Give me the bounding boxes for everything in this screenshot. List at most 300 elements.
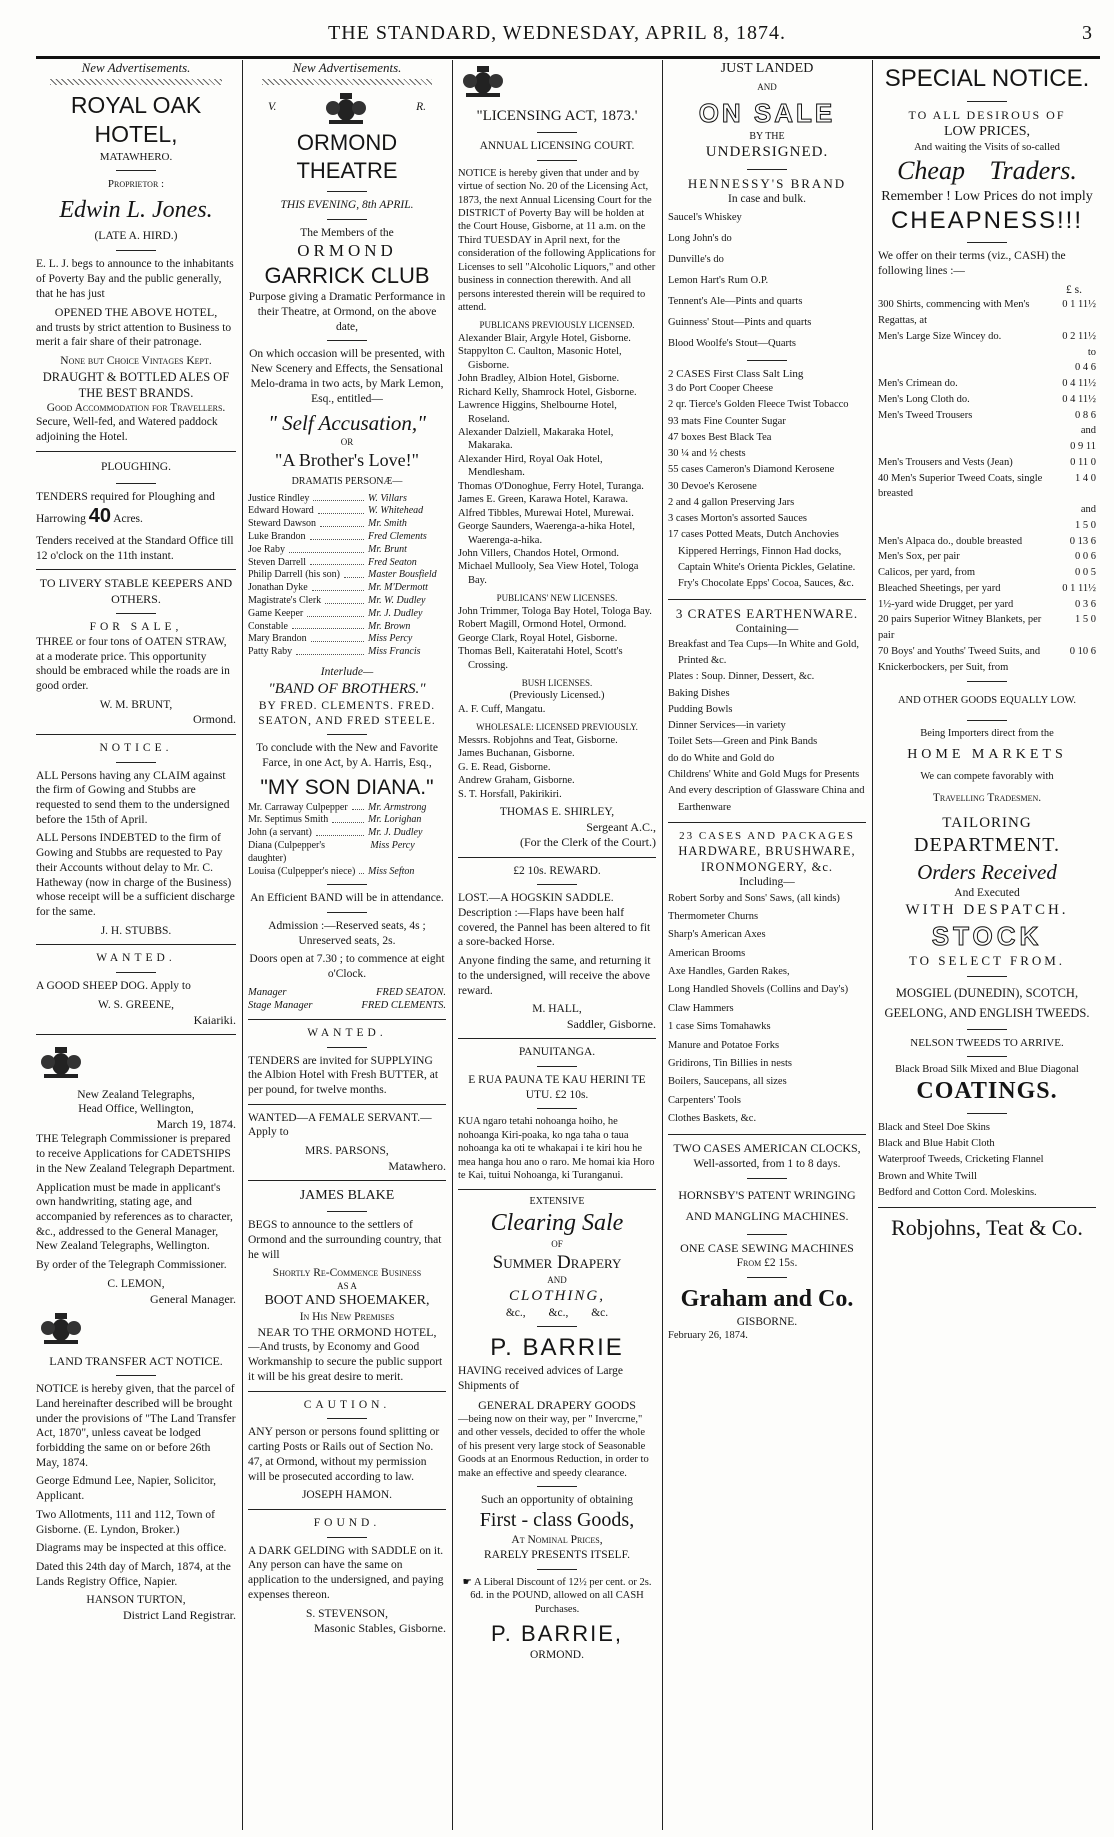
price-item bbox=[878, 423, 1044, 439]
signature-title: District Land Registrar. bbox=[123, 1608, 236, 1623]
select-line: TO SELECT FROM. bbox=[908, 952, 1066, 968]
to-all-line: TO ALL DESIROUS OF bbox=[908, 107, 1066, 122]
publican-entry: Alfred Tibbles, Murewai Hotel, Murewai. bbox=[458, 507, 634, 519]
signature: MRS. PARSONS, bbox=[305, 1145, 389, 1158]
column-3 bbox=[458, 60, 656, 1830]
short-rule bbox=[967, 1113, 1007, 1114]
goods-list bbox=[668, 381, 866, 592]
dot-leader bbox=[311, 633, 364, 642]
currency-header: £ s. bbox=[1066, 283, 1082, 296]
clearing-sale-title: Clearing Sale bbox=[490, 1210, 624, 1237]
price-value: and bbox=[1080, 504, 1096, 516]
found-heading: FOUND. bbox=[313, 1516, 381, 1529]
cast-list bbox=[248, 493, 446, 659]
hardware-item: American Brooms bbox=[668, 947, 746, 959]
stock-heading: STOCK bbox=[931, 920, 1043, 951]
section-heading: New Advertisements. bbox=[292, 60, 402, 75]
ploughing-text: Tenders received at the Standard Office till 12 o'clock on the 11th instant. bbox=[36, 534, 234, 562]
goods-item: 93 mats Fine Counter Sugar bbox=[668, 415, 786, 427]
cast-role: Philip Darrell (his son) bbox=[248, 569, 340, 581]
salt-ling-line: 2 CASES First Class Salt Ling bbox=[668, 368, 804, 381]
short-rule bbox=[116, 250, 156, 251]
liquor-item: Blood Woolfe's Stout—Quarts bbox=[668, 338, 797, 350]
hotel-place: MATAWHERO. bbox=[99, 150, 173, 163]
short-rule bbox=[967, 720, 1007, 721]
wanted-text: TENDERS are invited for SUPPLYING the Albion Hotel with Fresh BUTTER, at per pound, for twelve months. bbox=[248, 1054, 439, 1096]
hardware-item: Long Handled Shovels (Collins and Day's) bbox=[668, 984, 849, 996]
cast-row bbox=[248, 493, 446, 506]
executed-line: And Executed bbox=[954, 886, 1020, 899]
garrick-club: GARRICK CLUB bbox=[264, 263, 430, 289]
tailoring-heading: TAILORING bbox=[942, 815, 1032, 832]
liquor-item: Long John's do bbox=[668, 233, 732, 245]
goods-item: 30 Devoe's Kerosene bbox=[668, 480, 757, 492]
notice-heading: NOTICE. bbox=[99, 741, 173, 754]
fabric-item: Waterproof Tweeds, Cricketing Flannel bbox=[878, 1154, 1044, 1166]
stage-manager-label: Stage Manager bbox=[248, 1000, 313, 1012]
stage-manager-name: FRED CLEMENTS. bbox=[361, 1000, 446, 1012]
cast-row bbox=[248, 621, 446, 634]
vintages-line: None but Choice Vintages Kept. bbox=[60, 355, 212, 368]
goods-item: 2 and 4 gallon Preserving Jars bbox=[668, 496, 795, 508]
hotel-text: and trusts by strict attention to Business to merit a fair share of their patronage. bbox=[36, 321, 232, 349]
cast-actor: Miss Percy bbox=[370, 839, 415, 851]
dot-leader bbox=[359, 866, 364, 875]
telegraph-text: Application must be made in applicant's own handwriting, stating age, and accompanied by references as to character, &c., addressed to the General Manager, New Zealand Telegraphs, Wellington. bbox=[36, 1181, 233, 1253]
publican-entry: John Bradley, Albion Hotel, Gisborne. bbox=[458, 373, 620, 385]
short-rule bbox=[747, 1277, 787, 1278]
paddock-text: Secure, Well-fed, and Watered paddock adjoining the Hotel. bbox=[36, 416, 218, 444]
price-row bbox=[878, 549, 1096, 565]
cast-actor: Fred Seaton bbox=[368, 556, 417, 568]
price-item bbox=[878, 345, 1044, 361]
price-item: Men's Sox, per pair bbox=[878, 551, 960, 563]
fabric-item: Bedford and Cotton Cord. Moleskins. bbox=[878, 1186, 1037, 1198]
cast-actor: Mr. Brown bbox=[368, 620, 411, 632]
short-rule bbox=[327, 912, 367, 913]
royal-crest-icon bbox=[36, 1311, 86, 1345]
drapery-goods: GENERAL DRAPERY GOODS bbox=[478, 1397, 636, 1412]
price-value: 0 9 11 bbox=[1070, 441, 1096, 453]
cast-row bbox=[248, 827, 446, 840]
rule bbox=[668, 1134, 866, 1135]
dot-leader bbox=[316, 827, 364, 836]
short-rule bbox=[747, 169, 787, 170]
dot-leader bbox=[318, 505, 364, 514]
short-rule bbox=[327, 1418, 367, 1419]
short-rule bbox=[327, 1047, 367, 1048]
royal-crest-icon bbox=[36, 1045, 86, 1079]
price-row bbox=[878, 423, 1096, 439]
late-note: (LATE A. HIRD.) bbox=[94, 230, 178, 243]
livery-heading: TO LIVERY STABLE KEEPERS AND OTHERS. bbox=[39, 576, 233, 606]
of-line: OF bbox=[551, 1239, 563, 1250]
cast-row bbox=[248, 531, 446, 544]
fabric-item: Brown and White Twill bbox=[878, 1170, 977, 1182]
short-rule bbox=[327, 884, 367, 885]
proprietor-label: Proprietor : bbox=[107, 177, 165, 190]
cast-role: Justice Rindley bbox=[248, 492, 310, 504]
for-sale-heading: FOR SALE, bbox=[89, 621, 183, 634]
interlude-title: "BAND OF BROTHERS." bbox=[268, 680, 426, 697]
cast-role: Constable bbox=[248, 620, 288, 632]
short-rule bbox=[537, 1326, 577, 1327]
barrie-heading: P. BARRIE bbox=[490, 1334, 624, 1362]
rule bbox=[248, 1104, 446, 1105]
cast-role: Louisa (Culpepper's niece) bbox=[248, 865, 356, 877]
rule bbox=[36, 944, 236, 945]
short-rule bbox=[747, 1178, 787, 1179]
column-2 bbox=[248, 60, 446, 1830]
land-text: Dated this 24th day of March, 1874, at the Lands Registry Office, Napier. bbox=[36, 1560, 231, 1588]
short-rule bbox=[537, 1108, 577, 1109]
price-row bbox=[878, 297, 1096, 329]
cast-row bbox=[248, 544, 446, 557]
short-rule bbox=[967, 1029, 1007, 1030]
short-rule bbox=[116, 613, 156, 614]
wholesale-entry: S. T. Horsfall, Pakirikiri. bbox=[458, 788, 562, 800]
crate-item: Breakfast and Tea Cups—In White and Gold, Printed &c. bbox=[668, 638, 860, 667]
price-item: Men's Alpaca do., double breasted bbox=[878, 535, 1023, 547]
farce-title: "MY SON DIANA." bbox=[260, 775, 434, 799]
signature-title: Saddler, Gisborne. bbox=[566, 1016, 656, 1031]
masthead-rule bbox=[36, 56, 1100, 59]
wholesale-entry: James Buchanan, Gisborne. bbox=[458, 748, 575, 760]
price-value: 0 1 11½ bbox=[1062, 299, 1096, 311]
personae-heading: DRAMATIS PERSONÆ— bbox=[291, 475, 403, 487]
signature: THOMAS E. SHIRLEY, bbox=[499, 806, 615, 819]
importers-line: Being Importers direct from the bbox=[920, 727, 1054, 739]
wavy-rule bbox=[50, 79, 222, 85]
robjohns-signature: Robjohns, Teat & Co. bbox=[891, 1215, 1083, 1241]
bush-name: A. F. Cuff, Mangatu. bbox=[458, 703, 546, 715]
cast-actor: W. Villars bbox=[368, 492, 407, 504]
maori-reward-heading: E RUA PAUNA TE KAU HERINI TE UTU. £2 10s. bbox=[468, 1074, 646, 1101]
short-rule bbox=[967, 681, 1007, 682]
hardware-item: Manure and Potatoe Forks bbox=[668, 1039, 780, 1051]
publican-entry: Alexander Dalziell, Makaraka Hotel, Makaraka. bbox=[458, 427, 614, 452]
case-bulk-line: In case and bulk. bbox=[728, 193, 806, 206]
licensing-notice: NOTICE is hereby given that under and by virtue of section No. 20 of the Licensing Act, 1873, the next Annual Licensing Court for the DISTRICT of Poverty Bay will be holden at the Court House, Gisborne, at 11 a.m. on the Third TUESDAY in April next, for the consideration of the following Applications for Licenses to sell "Alcoholic Liquors," and other business in connection therewith. And all persons interested therein will be required to attend. bbox=[458, 167, 656, 313]
column-4 bbox=[668, 60, 866, 1830]
ploughing-text bbox=[36, 490, 236, 530]
home-markets: HOME MARKETS bbox=[907, 747, 1067, 763]
rule bbox=[36, 569, 236, 570]
price-value: 0 11 0 bbox=[1070, 456, 1096, 468]
hotel-name: ROYAL OAK HOTEL, bbox=[70, 91, 202, 148]
short-rule bbox=[967, 242, 1007, 243]
price-row bbox=[878, 360, 1096, 376]
price-row bbox=[878, 408, 1096, 424]
publican-list bbox=[458, 332, 656, 587]
price-item: Men's Long Cloth do. bbox=[878, 393, 970, 405]
summer-drapery: Summer Drapery bbox=[492, 1251, 622, 1273]
hardware-item: Thermometer Churns bbox=[668, 910, 759, 922]
hotel-text: E. L. J. begs to announce to the inhabitants of Poverty Bay and the public generally, that he has just bbox=[36, 258, 234, 300]
crate-item: Pudding Bowls bbox=[668, 703, 733, 715]
price-value: 0 10 6 bbox=[1069, 645, 1096, 657]
short-rule bbox=[116, 170, 156, 171]
publicans-new-heading: PUBLICANS' NEW LICENSES. bbox=[496, 593, 618, 604]
rule bbox=[668, 599, 866, 600]
price-item: 20 pairs Superior Witney Blankets, per pair bbox=[878, 614, 1042, 642]
publican-entry: James E. Green, Karawa Hotel, Karawa. bbox=[458, 494, 628, 506]
liquor-item: Lemon Hart's Rum O.P. bbox=[668, 275, 769, 287]
price-item: Men's Crimean do. bbox=[878, 378, 958, 390]
black-silk-line: Black Broad Silk Mixed and Blue Diagonal bbox=[895, 1063, 1079, 1075]
members-line: The Members of the bbox=[300, 226, 394, 239]
ploughing-text-1: TENDERS required for Ploughing and Harrowing bbox=[36, 490, 215, 526]
acres-label: Acres. bbox=[113, 513, 143, 526]
short-rule bbox=[537, 1066, 577, 1067]
wholesale-heading: WHOLESALE: LICENSED PREVIOUSLY. bbox=[476, 722, 638, 733]
wholesale-entry: Andrew Graham, Gisborne. bbox=[458, 775, 575, 787]
wanted-text: A GOOD SHEEP DOG. Apply to bbox=[36, 980, 191, 993]
cast-actor: Miss Francis bbox=[368, 646, 421, 658]
column-divider bbox=[872, 60, 873, 1830]
crate-item: And every description of Glassware China and Earthenware bbox=[668, 785, 865, 813]
short-rule bbox=[537, 884, 577, 885]
notice-text: ALL Persons INDEBTED to the firm of Gowing and Stubbs are requested to Pay their Accounts without delay to Mr. C. Hatheway (now in charge of the Business) whose receipt will be a sufficient discharge for the same. bbox=[36, 832, 235, 918]
department-heading: DEPARTMENT. bbox=[914, 834, 1060, 857]
etc-line: &c., &c., &c. bbox=[505, 1306, 609, 1319]
rule bbox=[248, 1180, 446, 1181]
price-list bbox=[878, 297, 1096, 675]
rule bbox=[458, 857, 656, 858]
signature: W. S. GREENE, bbox=[98, 998, 174, 1011]
caution-text: ANY person or persons found splitting or carting Posts or Rails out of Section No. 47, at Ormond, without my permission will be prosecuted according to law. bbox=[248, 1426, 440, 1483]
cast-role: Steward Dawson bbox=[248, 518, 317, 530]
blake-text: —And trusts, by Economy and Good Workmanship to secure the public support it will be his great desire to merit. bbox=[248, 1341, 443, 1383]
play-title: " Self Accusation," bbox=[268, 411, 426, 436]
price-item: Men's Large Size Wincey do. bbox=[878, 330, 1002, 342]
stage-manager-row bbox=[248, 999, 446, 1012]
cast-row bbox=[248, 646, 446, 659]
cast-row bbox=[248, 582, 446, 595]
recommence-line: Shortly Re-Commence Business bbox=[272, 1267, 422, 1280]
price-value: 0 4 6 bbox=[1075, 362, 1096, 374]
premises-line: In His New Premises bbox=[299, 1311, 395, 1324]
short-rule bbox=[537, 160, 577, 161]
goods-item: 47 boxes Best Black Tea bbox=[668, 431, 772, 443]
cast-role: Mary Brandon bbox=[248, 633, 307, 645]
hardware-item: Claw Hammers bbox=[668, 1002, 734, 1014]
rule bbox=[36, 1034, 236, 1035]
signature-place: Matawhero. bbox=[388, 1158, 446, 1173]
proprietor-name: Edwin L. Jones. bbox=[59, 196, 213, 223]
barrie-place: ORMOND. bbox=[530, 1649, 584, 1662]
telegraph-date: March 19, 1874. bbox=[156, 1117, 236, 1132]
crate-item: Dinner Services—in variety bbox=[668, 720, 786, 732]
pointing-hand-icon: ☛ bbox=[462, 1576, 474, 1588]
price-value: 0 4 11½ bbox=[1062, 393, 1096, 405]
manager-row bbox=[248, 986, 446, 999]
graham-place: GISBORNE. bbox=[736, 1315, 798, 1328]
accommodation-line: Good Accommodation for Travellers. bbox=[46, 401, 226, 414]
cast-role: Jonathan Dyke bbox=[248, 582, 308, 594]
sewing-price: From £2 15s. bbox=[736, 1257, 798, 1270]
rule bbox=[878, 1207, 1096, 1208]
offer-text: We offer on their terms (viz., CASH) the following lines :— bbox=[878, 250, 1066, 278]
hardware-item: Boilers, Saucepans, all sizes bbox=[668, 1076, 787, 1088]
price-row bbox=[878, 534, 1096, 550]
price-value: and bbox=[1080, 425, 1096, 437]
wavy-rule bbox=[262, 79, 432, 85]
price-row bbox=[878, 329, 1096, 345]
telegraph-text: By order of the Telegraph Commissioner. bbox=[36, 1259, 227, 1272]
purpose-text: Purpose giving a Dramatic Performance in their Theatre, at Ormond, on the above date, bbox=[248, 291, 446, 333]
crest-letter-v: V. bbox=[268, 101, 277, 114]
wanted-servant-text: WANTED—A FEMALE SERVANT.—Apply to bbox=[248, 1111, 432, 1139]
sewing-heading: ONE CASE SEWING MACHINES bbox=[680, 1240, 854, 1255]
price-item: 1½-yard wide Drugget, per yard bbox=[878, 598, 1014, 610]
column-5 bbox=[878, 60, 1096, 1830]
dot-leader bbox=[320, 518, 364, 527]
cast-actor: Miss Sefton bbox=[368, 865, 415, 877]
hardware-item: Robert Sorby and Sons' Saws, (all kinds) bbox=[668, 892, 840, 904]
fabric-list bbox=[878, 1120, 1096, 1201]
masthead bbox=[0, 0, 1114, 52]
short-rule bbox=[747, 1234, 787, 1235]
liquor-item: Tennent's Ale—Pints and quarts bbox=[668, 296, 803, 308]
column-divider bbox=[662, 60, 663, 1830]
on-sale-heading: ON SALE bbox=[698, 98, 836, 129]
price-row bbox=[878, 581, 1096, 597]
signature: C. LEMON, bbox=[107, 1277, 165, 1290]
cast-row bbox=[248, 866, 446, 879]
land-text: Diagrams may be inspected at this office. bbox=[36, 1542, 227, 1555]
rule bbox=[36, 734, 236, 735]
price-item: 70 Boys' and Youths' Tweed Suits, and Knickerbockers, per Suit, from bbox=[878, 645, 1041, 673]
short-rule bbox=[327, 219, 367, 220]
crest-row bbox=[248, 87, 446, 129]
signature-place: Kaiariki. bbox=[193, 1012, 236, 1027]
price-value: 0 4 11½ bbox=[1062, 378, 1096, 390]
ales-line: DRAUGHT & BOTTLED ALES OF THE BEST BRANDS. bbox=[42, 369, 230, 400]
dot-leader bbox=[352, 802, 364, 811]
publican-entry: Alexander Blair, Argyle Hotel, Gisborne. bbox=[458, 332, 631, 344]
barrie-signature: P. BARRIE, bbox=[490, 1621, 624, 1647]
cast-actor: Miss Percy bbox=[368, 633, 413, 645]
cases-heading: 23 CASES AND PACKAGES bbox=[679, 829, 855, 842]
first-class-line: First - class Goods, bbox=[479, 1508, 635, 1531]
containing-line: Containing— bbox=[735, 623, 799, 636]
price-item bbox=[878, 360, 1044, 376]
signature: JOSEPH HAMON. bbox=[301, 1489, 393, 1502]
signature-title: Sergeant A.C., bbox=[586, 819, 656, 834]
cast-row bbox=[248, 633, 446, 646]
goods-item: 30 ¼ and ½ chests bbox=[668, 448, 746, 460]
blake-text: BEGS to announce to the settlers of Ormond and the surrounding country, that he will bbox=[248, 1219, 442, 1261]
orders-heading: Orders Received bbox=[917, 859, 1057, 884]
rule bbox=[248, 1391, 446, 1392]
ormond-line: ORMOND bbox=[297, 241, 397, 261]
rule bbox=[36, 451, 236, 452]
telegraph-heading: New Zealand Telegraphs, bbox=[77, 1088, 195, 1101]
clocks-heading: TWO CASES AMERICAN CLOCKS, bbox=[673, 1141, 861, 1156]
coatings-heading: COATINGS. bbox=[916, 1078, 1058, 1105]
cast-row bbox=[248, 569, 446, 582]
opened-line: OPENED THE ABOVE HOTEL, bbox=[54, 305, 218, 320]
publican-entry: Robert Magill, Ormond Hotel, Ormond. bbox=[458, 619, 627, 631]
cast-actor: Mr. Smith bbox=[368, 518, 407, 530]
publican-list bbox=[458, 605, 656, 672]
remember-line: Remember ! Low Prices do not imply bbox=[881, 188, 1093, 204]
publican-entry: Michael Mullooly, Sea View Hotel, Tologa Bay. bbox=[458, 561, 639, 586]
barrie-text: —being now on their way, per " Invercrne," and other vessels, decided to offer the whole of his present very large stock of Seasonable Goods at an Enormous Reduction, in order to make an effective and speedy clearance. bbox=[458, 1413, 649, 1479]
dot-leader bbox=[325, 595, 364, 604]
price-value: 1 4 0 bbox=[1075, 472, 1096, 484]
cast-row bbox=[248, 518, 446, 531]
short-rule bbox=[327, 191, 367, 192]
maori-text: KUA ngaro tetahi nohoanga hoiho, he nohoanga Kiri-poaka, ko nga taha o taua nohoanga ka oti te whakapai i te kiri hou he mea hanga hou ano o raro. Me homai kia Horo te Kai, tuitui Nohoanga, ki Turanganui. bbox=[458, 1116, 655, 1182]
short-rule bbox=[537, 1569, 577, 1570]
rule bbox=[248, 1509, 446, 1510]
price-value: 0 2 11½ bbox=[1062, 330, 1096, 342]
publican-entry: John Villers, Chandos Hotel, Ormond. bbox=[458, 547, 620, 559]
royal-crest-icon bbox=[321, 91, 371, 125]
price-value: to bbox=[1087, 346, 1096, 358]
price-row bbox=[878, 644, 1096, 676]
boot-line: BOOT AND SHOEMAKER, bbox=[264, 1293, 430, 1309]
extensive-line: EXTENSIVE bbox=[529, 1195, 585, 1207]
acreage-number: 40 bbox=[88, 505, 111, 528]
panuitanga-heading: PANUITANGA. bbox=[518, 1046, 596, 1059]
bush-note: (Previously Licensed.) bbox=[509, 690, 605, 702]
crate-list bbox=[668, 637, 866, 816]
found-text: A DARK GELDING with SADDLE on it. Any person can have the same on application to the undersigned, and paying expenses thereon. bbox=[248, 1544, 444, 1601]
near-line: NEAR TO THE ORMOND HOTEL, bbox=[257, 1325, 437, 1340]
lost-text: LOST.—A HOGSKIN SADDLE. Description :—Flaps have been half covered, the Pannel has been altered to fit a sore-backed Horse. bbox=[458, 892, 651, 949]
lost-text: Anyone finding the same, and returning it to the undersigned, will receive the above reward. bbox=[458, 955, 651, 997]
manager-label: Manager bbox=[248, 986, 287, 998]
column-1 bbox=[36, 60, 236, 1830]
crate-item: do do White and Gold do bbox=[668, 752, 775, 764]
cast-row bbox=[248, 557, 446, 570]
notice-text: ALL Persons having any CLAIM against the firm of Gowing and Stubbs are requested to send them to the undersigned before the 15th of April. bbox=[36, 769, 230, 826]
graham-date: February 26, 1874. bbox=[668, 1330, 748, 1342]
or-line: OR bbox=[340, 437, 354, 448]
price-row bbox=[878, 376, 1096, 392]
goods-item: 3 cases Morton's assorted Sauces bbox=[668, 513, 807, 525]
signature: W. M. BRUNT, bbox=[99, 698, 173, 711]
despatch-line: WITH DESPATCH. bbox=[905, 901, 1069, 918]
manager-name: FRED SEATON. bbox=[376, 986, 446, 998]
publican-entry: Thomas Bell, Kaiteratahi Hotel, Scott's Crossing. bbox=[458, 646, 623, 671]
cast-row bbox=[248, 840, 446, 866]
rule bbox=[248, 1019, 446, 1020]
cheapness-heading: CHEAPNESS!!! bbox=[890, 206, 1084, 234]
publican-entry: Richard Kelly, Shamrock Hotel, Gisborne. bbox=[458, 386, 637, 398]
short-rule bbox=[967, 976, 1007, 977]
interlude-line: Interlude— bbox=[320, 665, 374, 678]
dot-leader bbox=[312, 582, 364, 591]
cast-role: Diana (Culpepper's daughter) bbox=[248, 839, 326, 864]
short-rule bbox=[967, 1056, 1007, 1057]
rule bbox=[668, 822, 866, 823]
cast-role: Joe Raby bbox=[248, 543, 285, 555]
price-row bbox=[878, 455, 1096, 471]
low-prices-line: LOW PRICES, bbox=[943, 124, 1031, 140]
cast-role: Steven Darrell bbox=[248, 556, 307, 568]
short-rule bbox=[537, 132, 577, 133]
for-sale-text: THREE or four tons of OATEN STRAW, at a moderate price. This opportunity should be embraced while the roads are in good order. bbox=[36, 635, 230, 692]
hardware-item: 1 case Sims Tomahawks bbox=[668, 1021, 771, 1033]
hardware-item: Carpenters' Tools bbox=[668, 1094, 741, 1106]
cheap-traders: Cheap Traders. bbox=[897, 156, 1077, 186]
signature: J. H. STUBBS. bbox=[100, 924, 172, 937]
admission-text: Admission :—Reserved seats, 4s ; Unreserved seats, 2s. bbox=[268, 920, 426, 947]
